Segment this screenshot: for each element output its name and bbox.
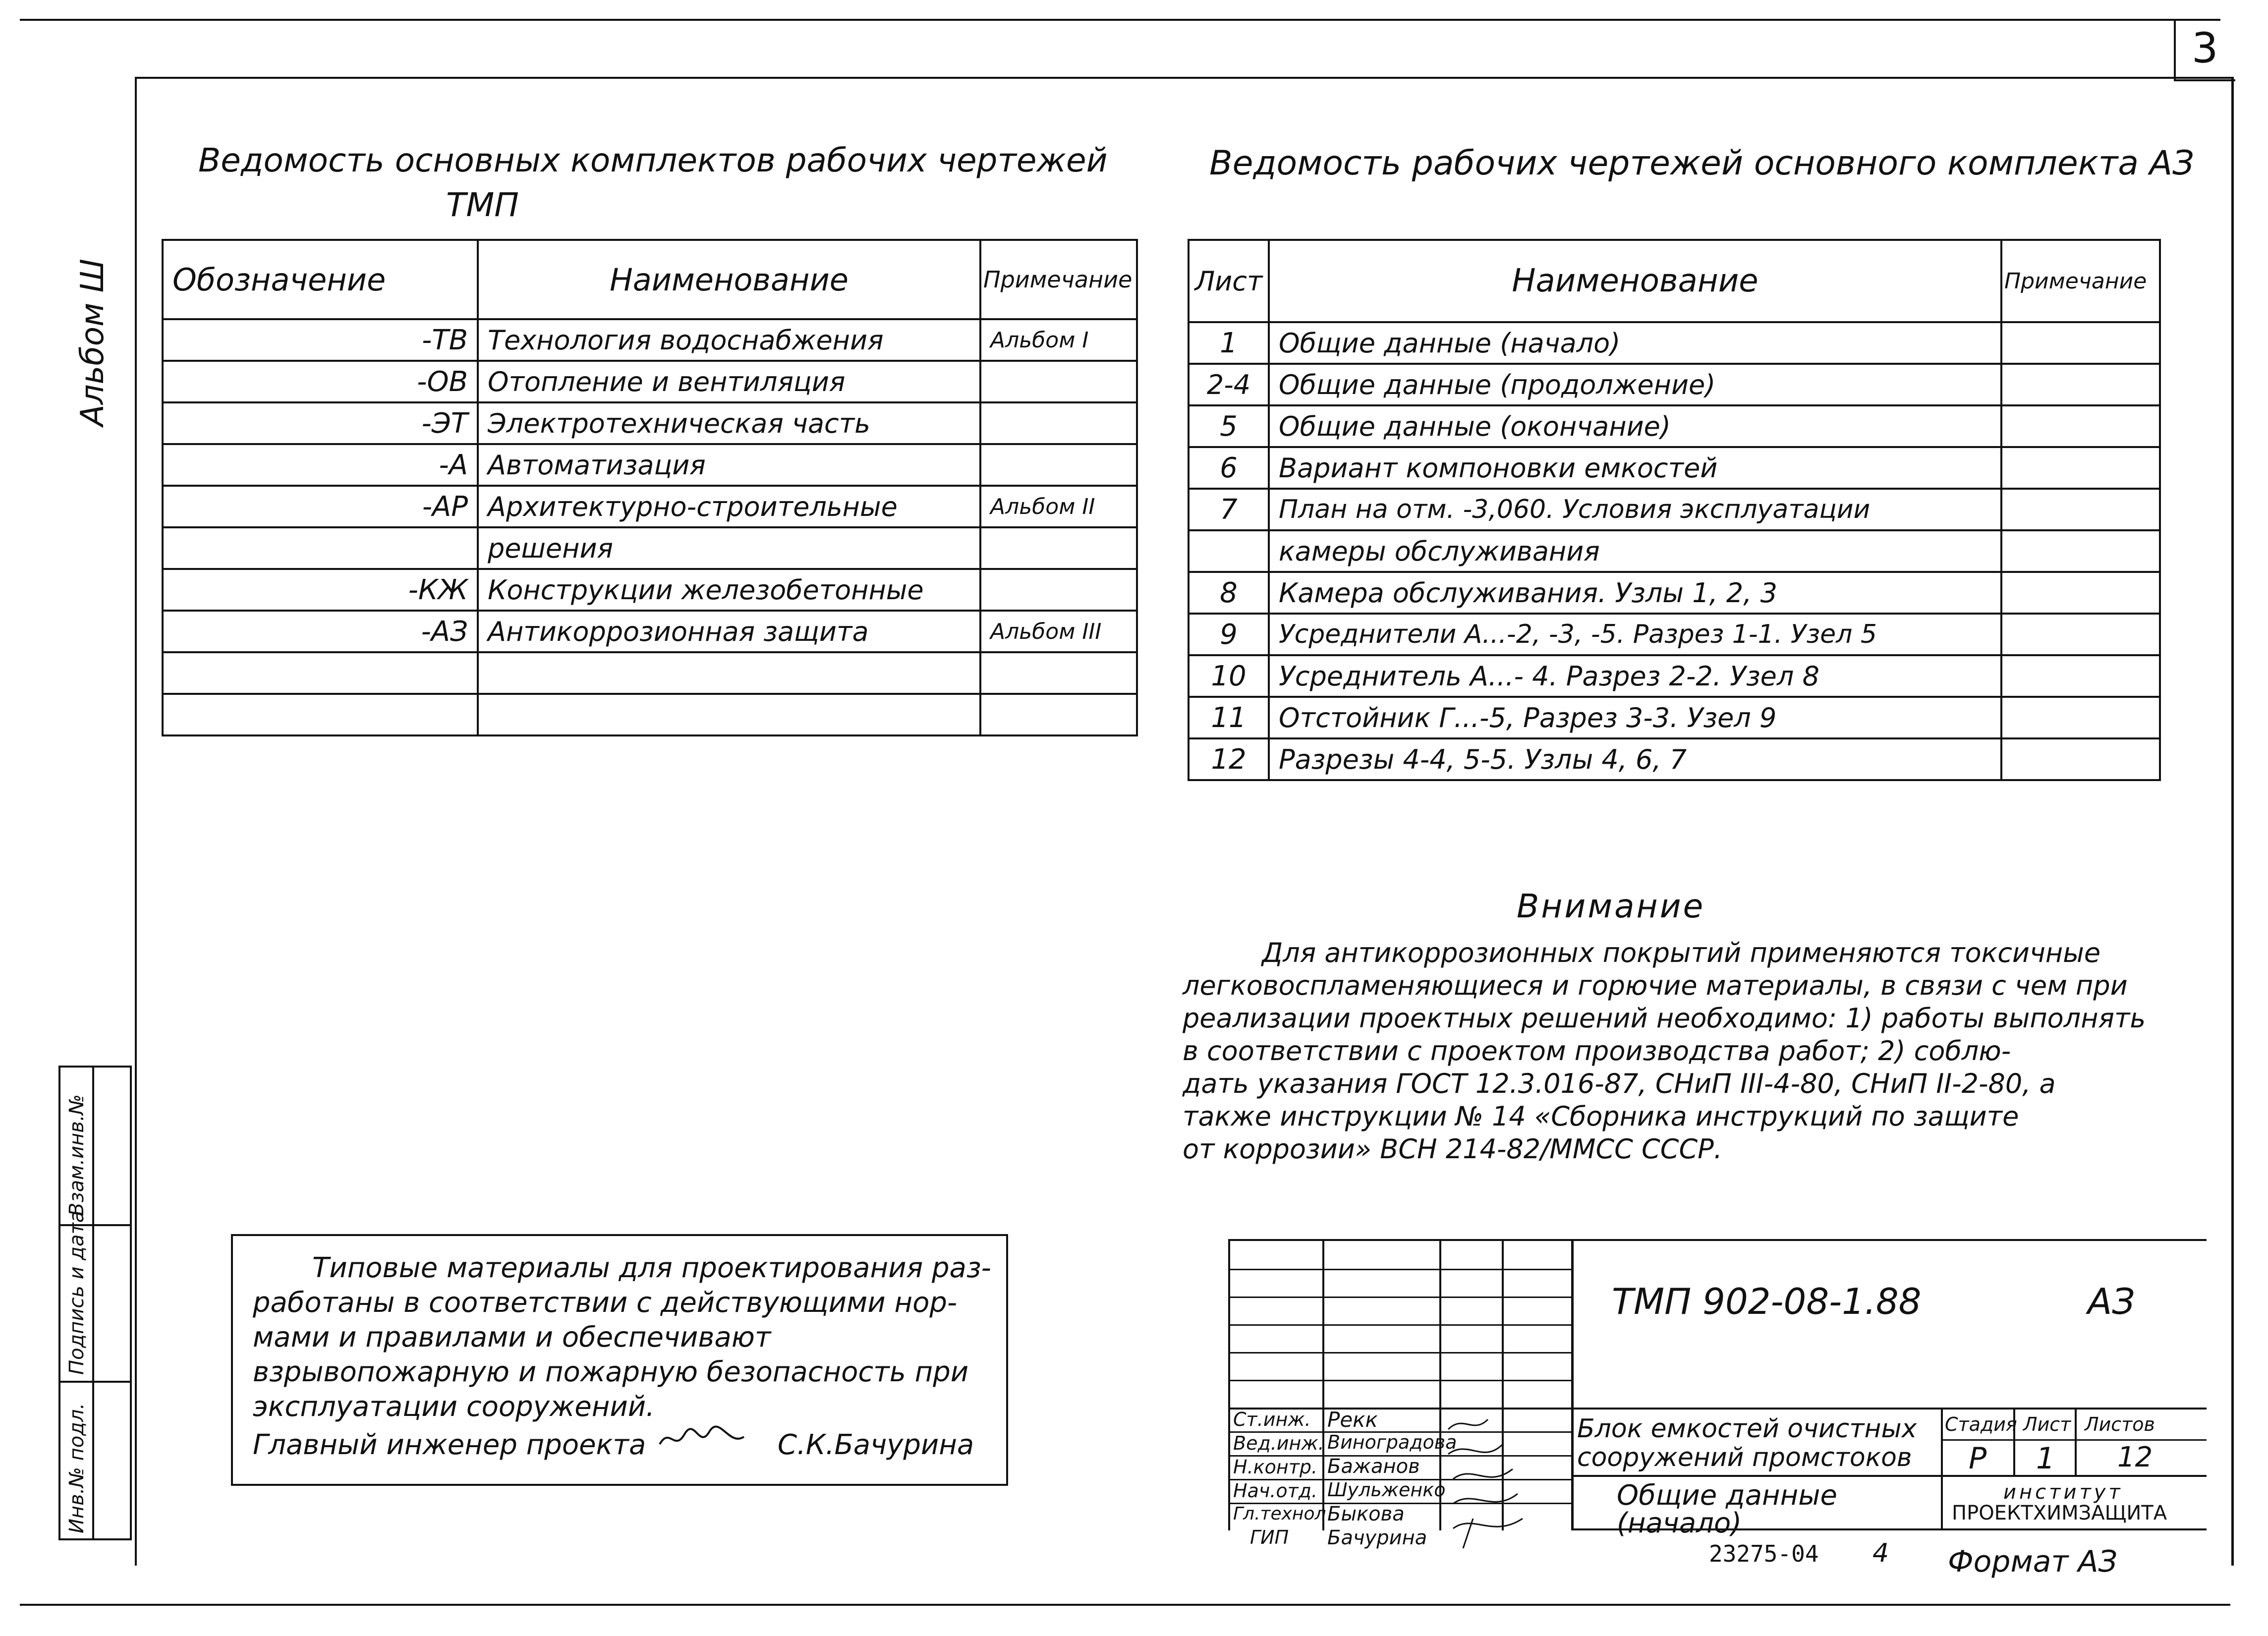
sidebar-cell-signature: Подпись и дата bbox=[65, 1210, 88, 1375]
album-label: Альбом Ш bbox=[74, 258, 111, 426]
attention-line: Для антикоррозионных покрытий применяются токсичные bbox=[1262, 937, 2101, 968]
table-row bbox=[163, 694, 1137, 735]
attention-line: легковоспламеняющиеся и горючие материалы, в связи с чем при bbox=[1183, 970, 2128, 1001]
table-row: решения bbox=[163, 527, 1137, 569]
table-row: 8 Камера обслуживания. Узлы 1, 2, 3 bbox=[1189, 572, 2160, 614]
attention-line: реализации проектных решений необходимо: 1) работы выполнять bbox=[1183, 1003, 2146, 1034]
sidebar-divider bbox=[60, 1381, 130, 1383]
sheet-header: Лист bbox=[2023, 1413, 2071, 1435]
left-table-subtitle: ТМП bbox=[446, 186, 519, 224]
top-rule bbox=[20, 19, 2220, 21]
page-number: 3 bbox=[2192, 24, 2218, 72]
staff-role: Вед.инж. bbox=[1233, 1432, 1324, 1454]
inventory-number: 23275-04 bbox=[1709, 1540, 1819, 1567]
sidebar-cell-inv: Инв.№ подл. bbox=[65, 1403, 88, 1533]
staff-name: Бажанов bbox=[1327, 1455, 1420, 1478]
page-number-box bbox=[2174, 20, 2235, 81]
bottom-rule bbox=[20, 1604, 2230, 1606]
format-label: Формат АЗ bbox=[1948, 1544, 2118, 1579]
sheet-value: 1 bbox=[2036, 1441, 2055, 1476]
copy-mark: 4 bbox=[1872, 1538, 1889, 1568]
sheets-value: 12 bbox=[2117, 1441, 2153, 1473]
left-header-note: Примечание bbox=[980, 240, 1137, 319]
signature-icon bbox=[655, 1424, 764, 1454]
staff-name: Шульженко bbox=[1327, 1479, 1446, 1501]
staff-name: Рекк bbox=[1327, 1408, 1378, 1432]
attention-line: от коррозии» ВСН 214-82/ММСС СССР. bbox=[1183, 1133, 1722, 1165]
title-block bbox=[1228, 1239, 2207, 1549]
table-row: -АЗ Антикоррозионная защита Альбом III bbox=[163, 611, 1137, 652]
sheet-name: Общие данные (начало) bbox=[1617, 1479, 1837, 1539]
attention-line: также инструкции № 14 «Сборника инструкций по защите bbox=[1183, 1101, 2019, 1132]
table-row: -АР Архитектурно-строительные Альбом II bbox=[163, 486, 1137, 527]
table-row: -КЖ Конструкции железобетонные bbox=[163, 569, 1137, 611]
table-row: 11 Отстойник Г...-5, Разрез 3-3. Узел 9 bbox=[1189, 697, 2160, 738]
left-header-designation: Обозначение bbox=[163, 240, 478, 319]
staff-role: Нач.отд. bbox=[1233, 1480, 1318, 1502]
table-row: 1 Общие данные (начало) bbox=[1189, 322, 2160, 364]
note-text bbox=[253, 1251, 991, 1463]
table-row: 10 Усреднитель А...- 4. Разрез 2-2. Узел 8 bbox=[1189, 655, 2160, 697]
note-line: мами и правилами и обеспечивают bbox=[253, 1321, 771, 1354]
staff-name: Быкова bbox=[1327, 1503, 1405, 1525]
right-table bbox=[1188, 239, 2161, 781]
attention-title: Внимание bbox=[1517, 887, 1705, 925]
object-name: Блок емкостей очистных сооружений промстоков bbox=[1577, 1414, 1917, 1472]
right-header-note: Примечание bbox=[2001, 240, 2160, 322]
note-box bbox=[231, 1234, 1008, 1486]
sidebar-stamp bbox=[58, 1066, 132, 1540]
left-table bbox=[162, 239, 1138, 736]
table-row: -А Автоматизация bbox=[163, 444, 1137, 486]
signature-scribble bbox=[655, 1424, 769, 1463]
note-line: взрывопожарную и пожарную безопасность при bbox=[253, 1356, 969, 1388]
table-row: -ОВ Отопление и вентиляция bbox=[163, 361, 1137, 402]
signature-role: Главный инженер проекта bbox=[253, 1429, 646, 1461]
staff-role: Ст.инж. bbox=[1233, 1409, 1311, 1430]
document-code: ТМП 902-08-1.88 bbox=[1612, 1281, 1922, 1322]
attention-line: дать указания ГОСТ 12.3.016-87, СНиП III-4-80, СНиП II-2-80, а bbox=[1183, 1068, 2056, 1099]
note-line: работаны в соответствии с действующими нор- bbox=[253, 1287, 958, 1319]
right-header-name: Наименование bbox=[1269, 240, 2001, 322]
signatures-icon bbox=[1443, 1410, 1562, 1558]
table-row: 6 Вариант компоновки емкостей bbox=[1189, 447, 2160, 489]
table-row: -ЭТ Электротехническая часть bbox=[163, 402, 1137, 444]
note-line: Типовые материалы для проектирования раз- bbox=[312, 1252, 991, 1284]
table-row: 7 План на отм. -3,060. Условия эксплуатации bbox=[1189, 489, 2160, 530]
stage-header: Стадия bbox=[1945, 1413, 2017, 1435]
document-set: АЗ bbox=[2088, 1281, 2135, 1322]
stage-value: Р bbox=[1969, 1441, 1987, 1476]
attention-text bbox=[1183, 937, 2146, 1166]
note-signature-line bbox=[253, 1424, 991, 1463]
table-row: 9 Усреднители А...-2, -3, -5. Разрез 1-1. Узел 5 bbox=[1189, 614, 2160, 655]
sidebar-cell-replaced: Взам.инв.№ bbox=[65, 1094, 88, 1216]
staff-role: ГИП bbox=[1250, 1526, 1289, 1548]
org-line2: ПРОЕКТХИМЗАЩИТА bbox=[1952, 1502, 2167, 1524]
table-row: 12 Разрезы 4-4, 5-5. Узлы 4, 6, 7 bbox=[1189, 738, 2160, 780]
attention-line: в соответствии с проектом производства работ; 2) соблю- bbox=[1183, 1035, 2011, 1067]
org-line1: институт bbox=[2003, 1481, 2123, 1504]
signature-name: С.К.Бачурина bbox=[777, 1429, 974, 1461]
table-row: 2-4 Общие данные (продолжение) bbox=[1189, 364, 2160, 405]
sidebar-divider bbox=[92, 1068, 94, 1538]
table-row: 5 Общие данные (окончание) bbox=[1189, 405, 2160, 447]
staff-role: Н.контр. bbox=[1233, 1456, 1318, 1478]
left-header-name: Наименование bbox=[478, 240, 980, 319]
table-row: -ТВ Технология водоснабжения Альбом I bbox=[163, 319, 1137, 361]
right-header-sheet: Лист bbox=[1189, 240, 1269, 322]
sheets-header: Листов bbox=[2085, 1413, 2155, 1435]
staff-role: Гл.технол bbox=[1233, 1504, 1326, 1524]
note-line: эксплуатации сооружений. bbox=[253, 1391, 655, 1423]
right-table-title: Ведомость рабочих чертежей основного комплекта АЗ bbox=[1209, 144, 2194, 183]
table-row bbox=[163, 652, 1137, 694]
staff-name: Бачурина bbox=[1327, 1526, 1427, 1549]
staff-name: Виноградова bbox=[1327, 1431, 1457, 1453]
left-table-title: Ведомость основных комплектов рабочих чертежей bbox=[198, 141, 1108, 179]
table-row: камеры обслуживания bbox=[1189, 530, 2160, 572]
